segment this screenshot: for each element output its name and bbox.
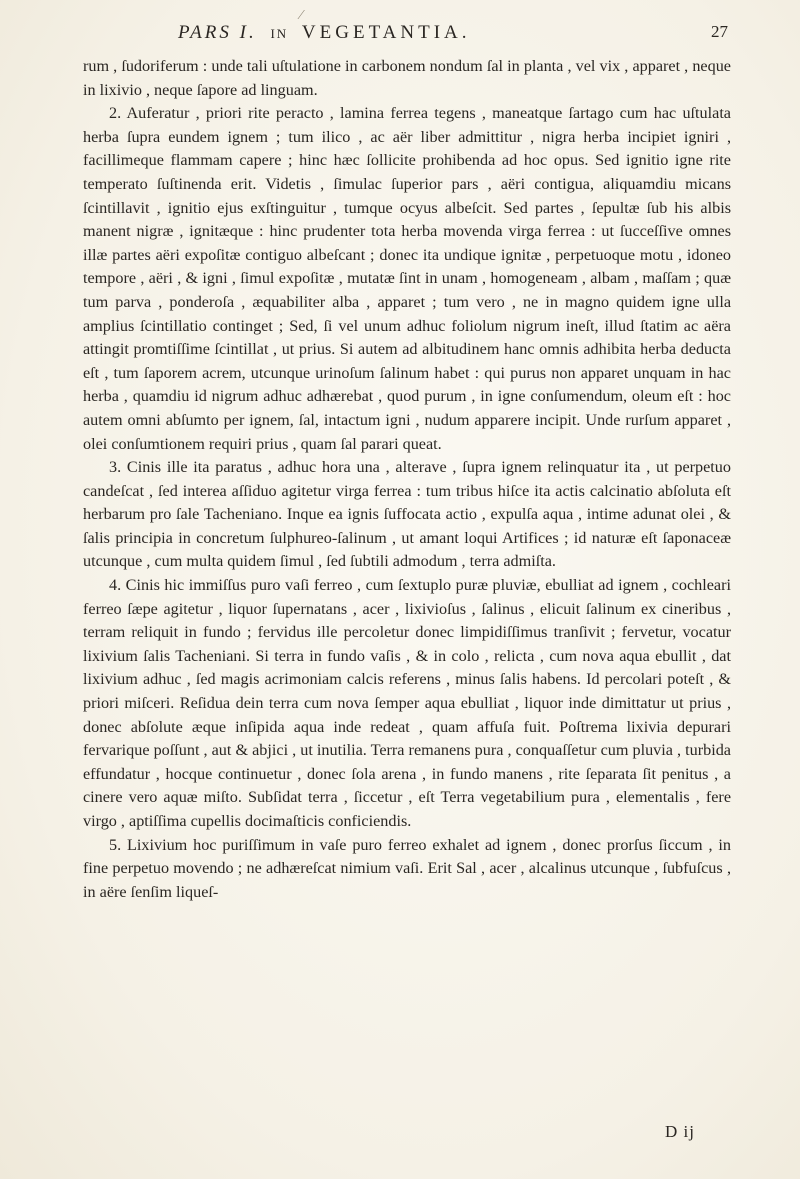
- paragraph-continuation: rum , ſudoriferum : unde tali uſtulatione in carbonem nondum ſal in planta , vel vix , apparet , neque in lixivio , neque ſapore ad linguam.: [83, 57, 731, 99]
- paragraph-4: 4. Cinis hic immiſſus puro vaſi ferreo , cum ſextuplo puræ pluviæ, ebulliat ad ignem , cochleari ferreo ſæpe agitetur , liquor ſupernatans , acer , lixivioſus , ſalinus , elicuit ſalinum ex cineribus , terram reliquit in fundo ; fervidus ille percoletur donec limpidiſſimus tranſivit ; fervetur, vocatur lixivium ſalis Tacheniani. Si terra in fundo vaſis , & in colo , relicta , cum nova aqua ebullit , dat lixivium adhuc , ſed magis acrimoniam calcis referens , minus ſalis habens. Id percolari poteſt , & priori miſceri. Reſidua dein terra cum nova ſemper aqua ebulliat , liquor inde dimittatur ut prius , donec abſolute æque inſipida aqua inde redeat , quam affuſa fuit. Poſtrema lixivia depurari fervarique poſſunt , aut & abjici , ut inutilia. Terra remanens pura , conquaſſetur cum pluvia , turbida effundatur , hocque continuetur , donec ſola arena , in fundo manens , rite ſeparata ſit penitus , a cinere vero aquæ miſto. Subſidat terra , ſiccetur , eſt Terra vegetabilium pura , elementalis , fere virgo , aptiſſima cupellis docimaſticis conficiendis.: [83, 576, 731, 830]
- body-text: [83, 55, 731, 904]
- running-head-title: VEGETANTIA.: [301, 22, 471, 43]
- page-number: 27: [711, 22, 728, 41]
- paragraph-3: 3. Cinis ille ita paratus , adhuc hora una , alterave , ſupra ignem relinquatur ita , ut perpetuo candeſcat , ſed interea aſſiduo agitetur virga ferrea : tum tribus hiſce ita actis calcinatio abſoluta eſt herbarum pro ſale Tacheniano. Inque ea ignis ſuffocata actio , expulſa aqua , intime adunat olei , & ſalis principia in concretum ſulphureo-ſalinum , ut amant loqui Artifices ; id naturæ eſt ſaponaceæ utcunque , cum multa quidem ſimul , ſed ſubtili admodum , terra admiſta.: [83, 458, 731, 571]
- ink-mark: ⁄: [300, 8, 303, 23]
- paragraph-5: 5. Lixivium hoc puriſſimum in vaſe puro ferreo exhalet ad ignem , donec prorſus ſiccum , in fine perpetuo movendo ; ne adhæreſcat nimium vaſi. Erit Sal , acer , alcalinus utcunque , ſubfuſcus , in aëre ſenſim liqueſ-: [83, 835, 731, 901]
- page-header: [178, 22, 728, 52]
- running-head: [178, 22, 471, 44]
- paragraph-2: 2. Auferatur , priori rite peracto , lamina ferrea tegens , maneatque ſartago cum hac uſtulata herba ſupra eundem ignem ; tum ilico , ac aër liber admittitur , nigra herba incipiet igniri , facillimeque flammam capere ; hinc hæc ſollicite prohibenda ad hoc opus. Sed ignitio igne rite temperato ſuſtinenda erit. Videtis , ſimulac ſuperior pars , aëri contigua, aliquamdiu micans ſcintillavit , ignitio ejus exſtinguitur , tumque ocyus albeſcit. Sed partes , ſepultæ ſub his albis manent nigræ , ignitæque : hinc prudenter tota herba movenda virga ferrea : ut ſucceſſive omnes illæ partes aëri expoſitæ contiguo albeſcant ; donec ita undique ignitæ , perpetuoque motu , idoneo tempore , aëri , & igni , ſimul expoſitæ , mutatæ ſint in unam , homogeneam , albam , maſſam ; quæ tum parva , ponderoſa , æquabiliter alba , apparet ; tum vero , ne in magno quidem igne ulla amplius ſcintillatio continget ; Sed, ſi vel unum adhuc foliolum nigrum ineſt, illud ſtatim ac aëra attingit promtiſſime ſcintillat , ut prius. Si autem ad albitudinem hanc omnis adhibita herba deducta eſt , tum ſaporem acrem, utcunque urinoſum ſalinum habet : qui purus non apparet unquam in hac herba , quamdiu id nigrum adhuc adhærebat , quod purum , in igne conſumendum, oleum eſt : hoc autem omni abſumto per ignem, ſal, intactum igni , nudum apparere incipit. Unde rurſum apparet , olei conſumtionem requiri prius , quam ſal parari queat.: [83, 104, 731, 453]
- running-head-in: IN: [270, 26, 289, 41]
- running-head-part: PARS I.: [178, 22, 257, 43]
- signature-mark: D ij: [665, 1122, 695, 1141]
